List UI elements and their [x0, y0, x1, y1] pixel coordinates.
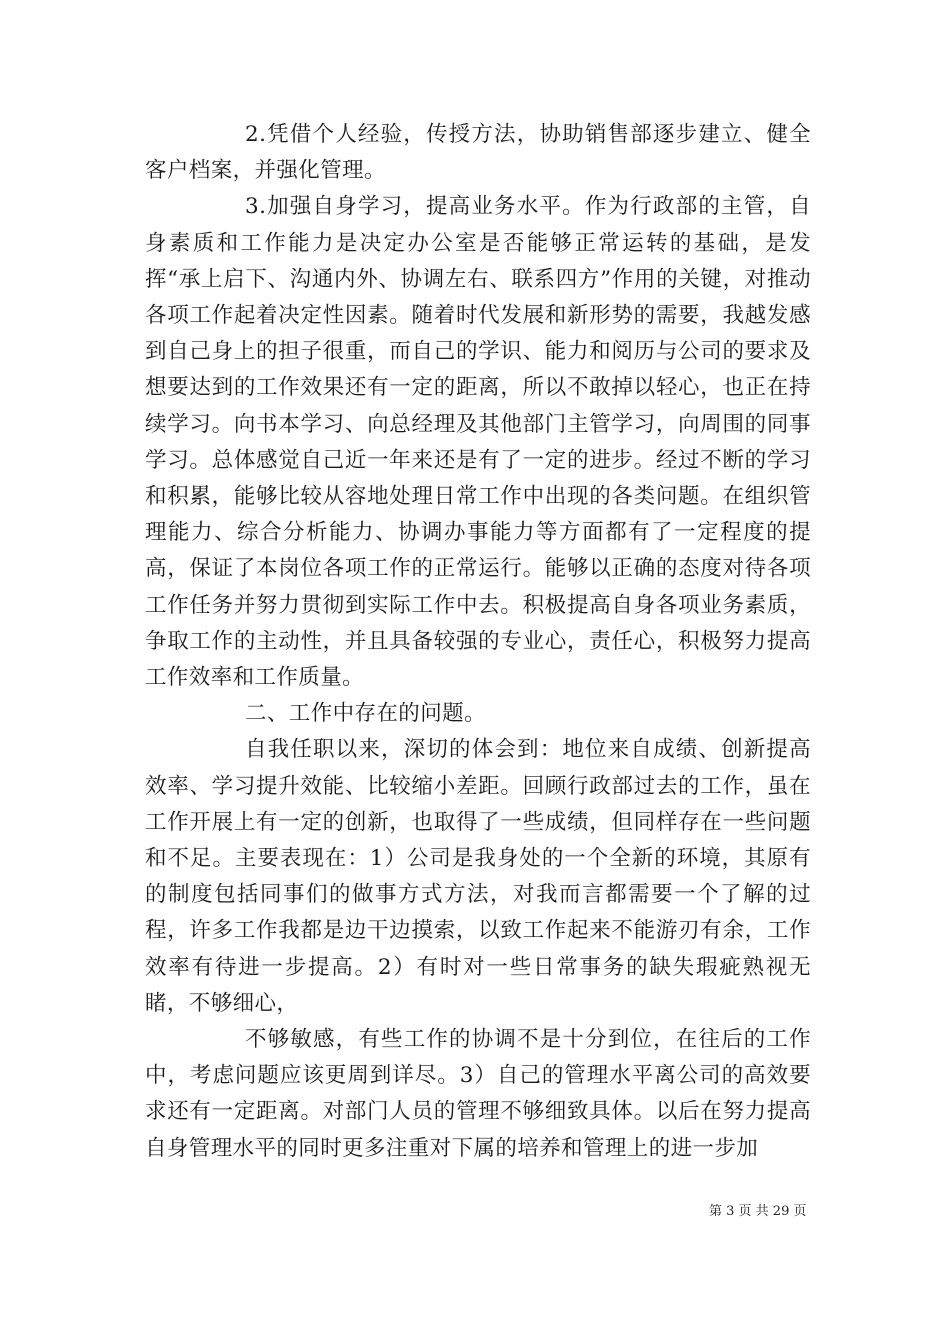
paragraph-problems-intro: 自我任职以来，深切的体会到：地位来自成绩、创新提高效率、学习提升效能、比较缩小差距。回顾行政部过去的工作，虽在工作开展上有一定的创新，也取得了一些成绩，但同样存在一些问题和不足。主要表现在：1）公司是我身处的一个全新的环境，其原有的制度包括同事们的做事方式方法，对我而言都需要一个了解的过程，许多工作我都是边干边摸索，以致工作起来不能游刃有余，工作效率有待进一步提高。2）有时对一些日常事务的缺失瑕疵熟视无睹，不够细心，: [145, 737, 811, 1016]
paragraph-customer-archives: 2.凭借个人经验，传授方法，协助销售部逐步建立、健全客户档案，并强化管理。: [145, 122, 811, 184]
section-heading-problems: 二、工作中存在的问题。: [245, 701, 486, 727]
paragraph-self-study: 3.加强自身学习，提高业务水平。作为行政部的主管，自身素质和工作能力是决定办公室是否能够正常运转的基础，是发挥“承上启下、沟通内外、协调左右、联系四方”作用的关键，对推动各项工作起着决定性因素。随着时代发展和新形势的需要，我越发感到自己身上的担子很重，而自己的学识、能力和阅历与公司的要求及想要达到的工作效果还有一定的距离，所以不敢掉以轻心，也正在持续学习。向书本学习、向总经理及其他部门主管学习，向周围的同事学习。总体感觉自己近一年来还是有了一定的进步。经过不断的学习和积累，能够比较从容地处理日常工作中出现的各类问题。在组织管理能力、综合分析能力、协调办事能力等方面都有了一定程度的提高，保证了本岗位各项工作的正常运行。能够以正确的态度对待各项工作任务并努力贯彻到实际工作中去。积极提高自身各项业务素质，争取工作的主动性，并且具备较强的专业心，责任心，积极努力提高工作效率和工作质量。: [145, 194, 811, 691]
page-number-footer: 第 3 页 共 29 页: [709, 1204, 807, 1219]
paragraph-problems-continued: 不够敏感，有些工作的协调不是十分到位，在往后的工作中，考虑问题应该更周到详尽。3）自己的管理水平离公司的高效要求还有一定距离。对部门人员的管理不够细致具体。以后在努力提高自身管理水平的同时更多注重对下属的培养和管理上的进一步加: [145, 1027, 811, 1161]
document-body: [145, 117, 811, 1167]
